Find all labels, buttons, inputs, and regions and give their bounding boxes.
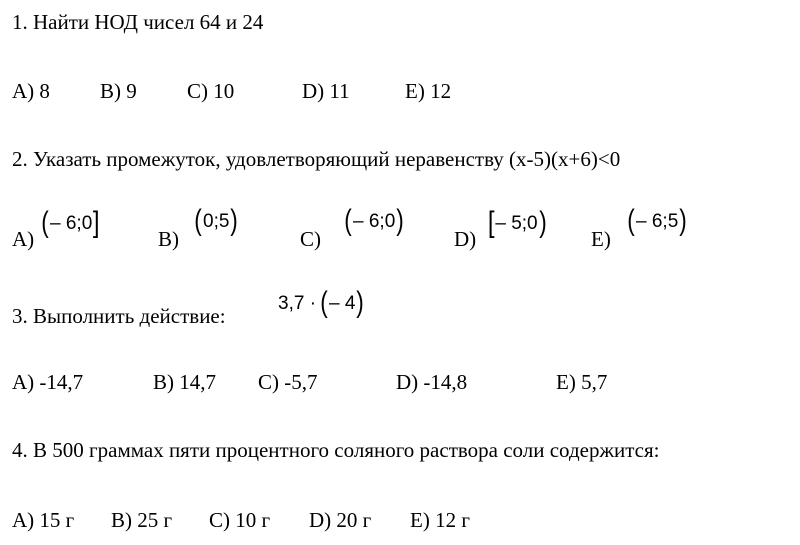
interval-b-open: ( — [194, 204, 202, 237]
interval-a-content: – 6;0 — [50, 213, 93, 234]
expression — [278, 286, 365, 319]
interval-b-close: ) — [230, 204, 239, 237]
answer-a[interactable]: A) -14,7 — [12, 370, 84, 394]
expression-close: ) — [356, 286, 365, 319]
interval-e-open: ( — [627, 204, 635, 237]
answer-e[interactable]: E) 12 г — [410, 508, 470, 532]
interval-e[interactable] — [626, 204, 688, 237]
expression-inner: – 4 — [329, 293, 356, 314]
answer-b[interactable]: B) 9 — [100, 79, 137, 103]
expression-multiplier: 3,7 · — [278, 293, 317, 314]
interval-d-content: – 5;0 — [495, 213, 538, 234]
interval-c-open: ( — [344, 204, 352, 237]
interval-a[interactable] — [40, 206, 101, 239]
answer-a-label[interactable]: A) — [12, 227, 35, 251]
interval-c-content: – 6;0 — [353, 211, 396, 232]
interval-b[interactable] — [193, 204, 239, 237]
interval-d-open: [ — [487, 206, 495, 239]
answer-c[interactable]: C) -5,7 — [258, 370, 318, 394]
expression-open: ( — [320, 286, 328, 319]
answer-b[interactable]: B) 25 г — [111, 508, 173, 532]
interval-b-content: 0;5 — [203, 211, 230, 232]
answer-a[interactable]: A) 8 — [12, 79, 50, 103]
interval-d-close: ) — [538, 206, 547, 239]
answer-c-label[interactable]: C) — [300, 227, 321, 251]
interval-d[interactable] — [487, 206, 548, 239]
question-4-text: 4. В 500 граммах пяти процентного соляного раствора соли содержится: — [12, 438, 660, 462]
answer-b-label[interactable]: B) — [158, 227, 179, 251]
question-3-text: 3. Выполнить действие: — [12, 304, 226, 328]
answer-a[interactable]: A) 15 г — [12, 508, 75, 532]
answer-e[interactable]: E) 5,7 — [556, 370, 608, 394]
interval-a-close: ] — [93, 206, 100, 239]
answer-c[interactable]: C) 10 — [187, 79, 235, 103]
interval-e-close: ) — [679, 204, 688, 237]
answer-e[interactable]: E) 12 — [405, 79, 452, 103]
interval-c[interactable] — [343, 204, 405, 237]
answer-d[interactable]: D) -14,8 — [396, 370, 468, 394]
answer-c[interactable]: C) 10 г — [209, 508, 271, 532]
answer-b[interactable]: B) 14,7 — [153, 370, 216, 394]
interval-a-open: ( — [41, 206, 49, 239]
interval-e-content: – 6;5 — [636, 211, 679, 232]
answer-d-label[interactable]: D) — [454, 227, 477, 251]
question-2-text: 2. Указать промежуток, удовлетворяющий неравенству (x-5)(x+6)<0 — [12, 147, 621, 171]
answer-d[interactable]: D) 11 — [302, 79, 350, 103]
answer-e-label[interactable]: E) — [591, 227, 611, 251]
interval-c-close: ) — [396, 204, 405, 237]
question-1-text: 1. Найти НОД чисел 64 и 24 — [12, 10, 264, 34]
answer-d[interactable]: D) 20 г — [309, 508, 372, 532]
